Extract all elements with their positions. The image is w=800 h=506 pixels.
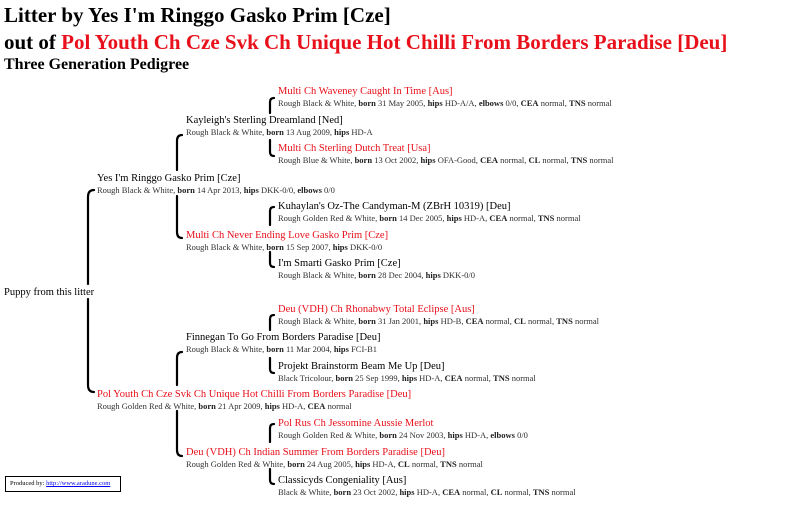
ancestor-dam-sire (186, 331, 380, 355)
dog-name: Pol Rus Ch Jessomine Aussie Merlot (278, 418, 434, 429)
ancestor-sire (97, 172, 335, 196)
bracket-dd-bottom (270, 469, 274, 484)
bracket-ds-bottom (270, 358, 274, 373)
bracket-sire-top (177, 135, 182, 170)
ancestor-sire-sire-dam (278, 142, 613, 166)
bracket-sire-bottom (177, 196, 182, 238)
out-of-label: out of (4, 30, 62, 54)
aradune-link[interactable]: http://www.aradune.com (46, 480, 111, 487)
dog-info: Rough Black & White, born 15 Sep 2007, hips DKK-0/0 (186, 242, 383, 252)
dog-info: Rough Black & White, born 14 Apr 2013, hips DKK-0/0, elbows 0/0 (97, 185, 335, 195)
bracket-ss-top (270, 98, 274, 113)
dog-info: Rough Blue & White, born 13 Oct 2002, hips OFA-Good, CEA normal, CL normal, TNS normal (278, 155, 614, 165)
dog-info: Rough Black & White, born 11 Mar 2004, hips FCI-B1 (186, 344, 378, 354)
dog-name: Deu (VDH) Ch Indian Summer From Borders Paradise [Deu] (186, 447, 445, 458)
litter-title (4, 3, 391, 27)
dog-info: Rough Black & White, born 31 Jan 2001, hips HD-B, CEA normal, CL normal, TNS normal (278, 316, 600, 326)
bracket-dam-top (177, 352, 182, 385)
dog-name: Classicyds Congeniality [Aus] (278, 475, 407, 486)
bracket-sd-bottom (270, 252, 274, 267)
ancestor-dam-dam-sire (278, 417, 528, 441)
litter-prefix: Litter by (4, 3, 88, 27)
bracket-puppy-top (88, 190, 94, 284)
ancestor-sire-sire (186, 114, 373, 138)
dog-info: Rough Golden Red & White, born 24 Aug 2005, hips HD-A, CL normal, TNS normal (186, 459, 483, 469)
dog-name: Finnegan To Go From Borders Paradise [Deu] (186, 332, 381, 343)
ancestor-sire-dam-sire (278, 200, 581, 224)
dog-name: Projekt Brainstorm Beam Me Up [Deu] (278, 361, 445, 372)
dog-name: Pol Youth Ch Cze Svk Ch Unique Hot Chilli From Borders Paradise [Deu] (97, 389, 412, 400)
dog-name: Deu (VDH) Ch Rhonabwy Total Eclipse [Aus] (278, 304, 475, 315)
ancestor-sire-sire-sire (278, 85, 612, 109)
bracket-ss-bottom (270, 140, 274, 156)
produced-by-label: Produced by: (10, 480, 47, 487)
dog-info: Black & White, born 23 Oct 2002, hips HD-A, CEA normal, CL normal, TNS normal (278, 487, 576, 497)
dog-name: Multi Ch Waveney Caught In Time [Aus] (278, 86, 453, 97)
puppy-label: Puppy from this litter (4, 287, 95, 298)
ancestor-dam-dam-dam (278, 474, 576, 498)
produced-by-box (5, 476, 121, 492)
dog-info: Rough Black & White, born 31 May 2005, hips HD-A/A, elbows 0/0, CEA normal, TNS normal (278, 98, 612, 108)
dog-name: I'm Smarti Gasko Prim [Cze] (278, 258, 401, 269)
bracket-sd-top (270, 207, 274, 225)
dam-title (4, 30, 727, 54)
ancestor-dam (97, 388, 411, 412)
dog-name: Multi Ch Never Ending Love Gasko Prim [Cze] (186, 230, 389, 241)
dam-title-name: Pol Youth Ch Cze Svk Ch Unique Hot Chilli From Borders Paradise [Deu] (61, 30, 728, 54)
dog-info: Rough Golden Red & White, born 24 Nov 2003, hips HD-A, elbows 0/0 (278, 430, 528, 440)
dog-info: Rough Black & White, born 28 Dec 2004, hips DKK-0/0 (278, 270, 476, 280)
dog-info: Rough Black & White, born 13 Aug 2009, hips HD-A (186, 127, 373, 137)
bracket-puppy-bottom (88, 299, 94, 392)
dog-name: Kuhaylan's Oz-The Candyman-M (ZBrH 10319) [Deu] (278, 201, 511, 212)
dog-info: Black Tricolour, born 25 Sep 1999, hips HD-A, CEA normal, TNS normal (278, 373, 536, 383)
bracket-dd-top (270, 424, 274, 442)
page-subtitle: Three Generation Pedigree (4, 56, 190, 73)
ancestor-dam-dam (186, 446, 483, 470)
dog-info: Rough Golden Red & White, born 14 Dec 2005, hips HD-A, CEA normal, TNS normal (278, 213, 581, 223)
bracket-dam-bottom (177, 411, 182, 456)
dog-info: Rough Golden Red & White, born 21 Apr 2009, hips HD-A, CEA normal (97, 401, 352, 411)
ancestor-dam-sire-dam (278, 360, 536, 384)
bracket-ds-top (270, 315, 274, 330)
dog-name: Yes I'm Ringgo Gasko Prim [Cze] (97, 173, 241, 184)
sire-title-name: Yes I'm Ringgo Gasko Prim [Cze] (88, 3, 391, 27)
ancestor-sire-dam-dam (278, 257, 475, 281)
ancestor-dam-sire-sire (278, 303, 599, 327)
dog-name: Multi Ch Sterling Dutch Treat [Usa] (278, 143, 431, 154)
ancestor-sire-dam (186, 229, 388, 253)
dog-name: Kayleigh's Sterling Dreamland [Ned] (186, 115, 343, 126)
